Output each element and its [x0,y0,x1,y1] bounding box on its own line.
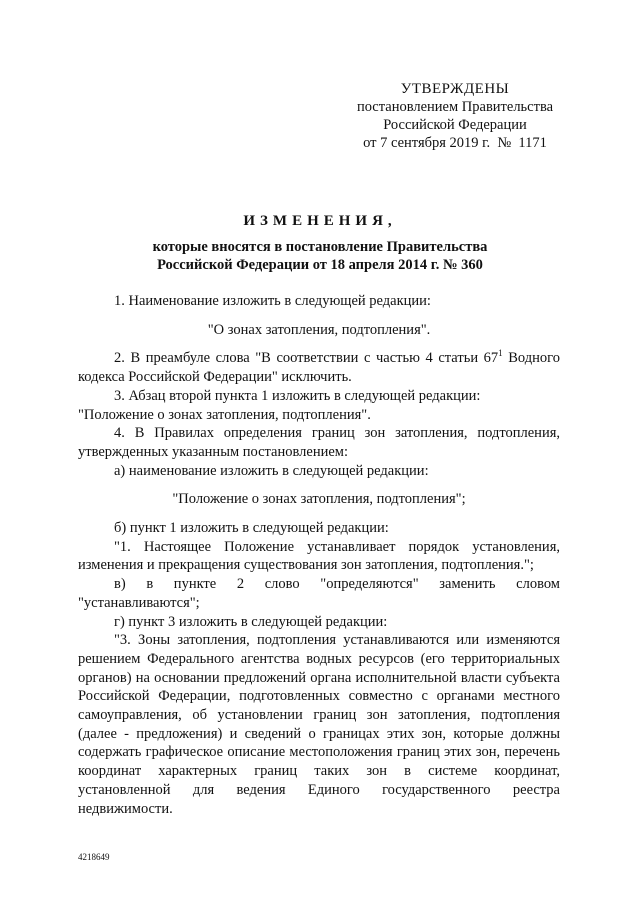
approval-block [330,80,580,152]
subtitle-line-2: Российской Федерации от 18 апреля 2014 г. № 360 [157,257,483,273]
item-4b: б) пункт 1 изложить в следующей редакции: [114,520,389,537]
subtitle-line-1: которые вносятся в постановление Правительства [152,239,488,255]
approval-line-date-number: от 7 сентября 2019 г. № 1171 [363,135,547,151]
item-4a: а) наименование изложить в следующей редакции: [114,462,429,479]
item-3-quote: "Положение о зонах затопления, подтопления". [78,406,371,423]
item-2 [78,349,560,386]
approval-line-government: постановлением Правительства [356,99,554,115]
item-2-part-a: 2. В преамбуле слова "В соответствии с частью 4 статьи 67 [114,350,499,367]
item-2-superscript: 1 [498,348,503,359]
document-title: ИЗМЕНЕНИЯ, [243,213,397,229]
document-body [78,292,560,818]
item-3: 3. Абзац второй пункта 1 изложить в следующей редакции: [114,387,481,404]
item-2-part-b: Водного кодекса Российской Федерации" исключить. [78,350,560,386]
document-subtitle [100,238,540,274]
item-4v-line-2: "устанавливаются"; [78,594,200,611]
item-4a-quote: "Положение о зонах затопления, подтопления"; [172,491,466,508]
item-4g-quote: "3. Зоны затопления, подтопления устанавливаются или изменяются решением Федерального агентства водных ресурсов (его территориальных органов) на основании предложений органа исполнительной власти субъекта Российской Федерации, подготовленных совместно с органами местного самоуправления, об установлении границ зон затопления, подтопления (далее - предложения) и сведений о границах этих зон, которые должны содержать графическое описание местоположения границ этих зон, перечень координат характерных границ таких зон в системе координат, установленной для ведения Единого государственного реестра недвижимости. [78,632,560,817]
item-4b-quote: "1. Настоящее Положение устанавливает порядок установления, изменения и прекращения существования зон затопления, подтопления."; [78,538,560,574]
item-4v-line-1: в) в пункте 2 слово "определяются" заменить словом [114,576,560,593]
item-1: 1. Наименование изложить в следующей редакции: [114,293,431,309]
approval-heading: УТВЕРЖДЕНЫ [400,81,510,97]
item-1-quote: "О зонах затопления, подтопления". [207,321,431,338]
item-4g: г) пункт 3 изложить в следующей редакции: [114,613,388,630]
approval-line-federation: Российской Федерации [383,117,527,133]
document-number: 4218649 [78,852,110,862]
item-4: 4. В Правилах определения границ зон затопления, подтопления, утвержденных указанным постановлением: [78,425,560,460]
